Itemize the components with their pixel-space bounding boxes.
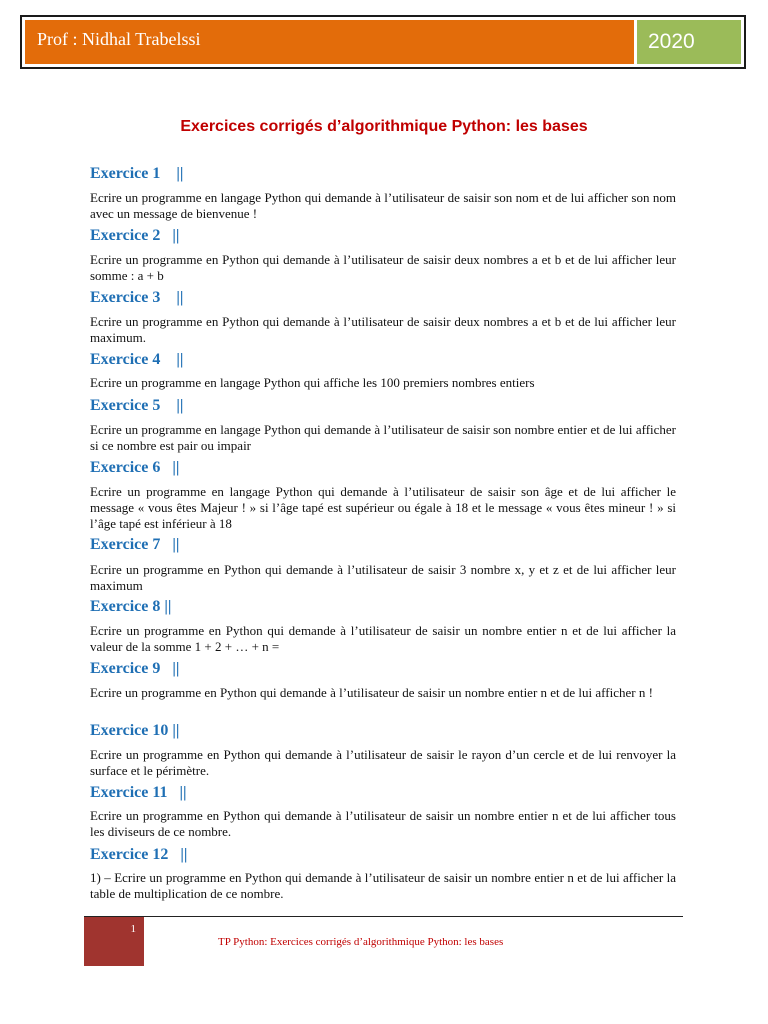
exercise-7-text: Ecrire un programme en Python qui demande à l’utilisateur de saisir 3 nombre x, y et z et de lui afficher leur maximum bbox=[90, 562, 676, 593]
exercise-12-text: 1) – Ecrire un programme en Python qui demande à l’utilisateur de saisir un nombre entier n et de lui afficher la table de multiplication de ce nombre. bbox=[90, 870, 676, 901]
exercise-2-title: Exercice 2 || bbox=[90, 227, 180, 244]
footer-divider bbox=[84, 916, 683, 917]
exercise-4-text: Ecrire un programme en langage Python qui affiche les 100 premiers nombres entiers bbox=[90, 375, 535, 390]
exercise-12-title: Exercice 12 || bbox=[90, 846, 188, 863]
exercise-11-text: Ecrire un programme en Python qui demande à l’utilisateur de saisir un nombre entier n et de lui afficher tous les diviseurs de ce nombre. bbox=[90, 808, 676, 839]
exercise-1-text: Ecrire un programme en langage Python qui demande à l’utilisateur de saisir son nom et de lui afficher son nom avec un message de bienvenue ! bbox=[90, 190, 676, 221]
footer-caption: TP Python: Exercices corrigés d’algorithmique Python: les bases bbox=[218, 936, 504, 948]
exercise-2-text: Ecrire un programme en Python qui demande à l’utilisateur de saisir deux nombres a et b et de lui afficher leur somme : a + b bbox=[90, 252, 676, 283]
header-author-band bbox=[25, 20, 634, 64]
document-title: Exercices corrigés d’algorithmique Python: les bases bbox=[180, 118, 588, 135]
exercise-8-text: Ecrire un programme en Python qui demande à l’utilisateur de saisir un nombre entier n et de lui afficher la valeur de la somme 1 + 2 + … + n = bbox=[90, 623, 676, 654]
exercise-5-text: Ecrire un programme en langage Python qui demande à l’utilisateur de saisir son nombre entier et de lui afficher si ce nombre est pair ou impair bbox=[90, 422, 676, 453]
page-header bbox=[20, 15, 746, 69]
exercise-9-title: Exercice 9 || bbox=[90, 660, 180, 677]
header-year-band bbox=[637, 20, 741, 64]
exercise-3-title: Exercice 3 || bbox=[90, 289, 184, 306]
exercise-3-text: Ecrire un programme en Python qui demande à l’utilisateur de saisir deux nombres a et b et de lui afficher leur maximum. bbox=[90, 314, 676, 345]
exercise-7-title: Exercice 7 || bbox=[90, 536, 180, 553]
page-number: 1 bbox=[130, 923, 136, 935]
exercise-4-title: Exercice 4 || bbox=[90, 351, 184, 368]
exercise-1-title: Exercice 1 || bbox=[90, 165, 184, 182]
exercise-10-title: Exercice 10 || bbox=[90, 722, 180, 739]
exercise-11-title: Exercice 11 || bbox=[90, 784, 187, 801]
exercise-6-title: Exercice 6 || bbox=[90, 459, 180, 476]
exercise-6-text: Ecrire un programme en langage Python qui demande à l’utilisateur de saisir son âge et de lui afficher le message « vous êtes Majeur ! » si l’âge tapé est supérieur ou égale à 18 et le message « vous êtes mineur ! » si l’âge tapé est inférieur à 18 bbox=[90, 484, 676, 531]
exercise-8-title: Exercice 8 || bbox=[90, 598, 172, 615]
exercise-10-text: Ecrire un programme en Python qui demande à l’utilisateur de saisir le rayon d’un cercle et de lui renvoyer la surface et le périmètre. bbox=[90, 747, 676, 778]
exercise-9-text: Ecrire un programme en Python qui demande à l’utilisateur de saisir un nombre entier n et de lui afficher n ! bbox=[90, 685, 653, 700]
author-name: Prof : Nidhal Trabelssi bbox=[37, 29, 201, 49]
year-label: 2020 bbox=[648, 30, 695, 53]
exercise-5-title: Exercice 5 || bbox=[90, 397, 184, 414]
page-number-box bbox=[84, 917, 144, 966]
